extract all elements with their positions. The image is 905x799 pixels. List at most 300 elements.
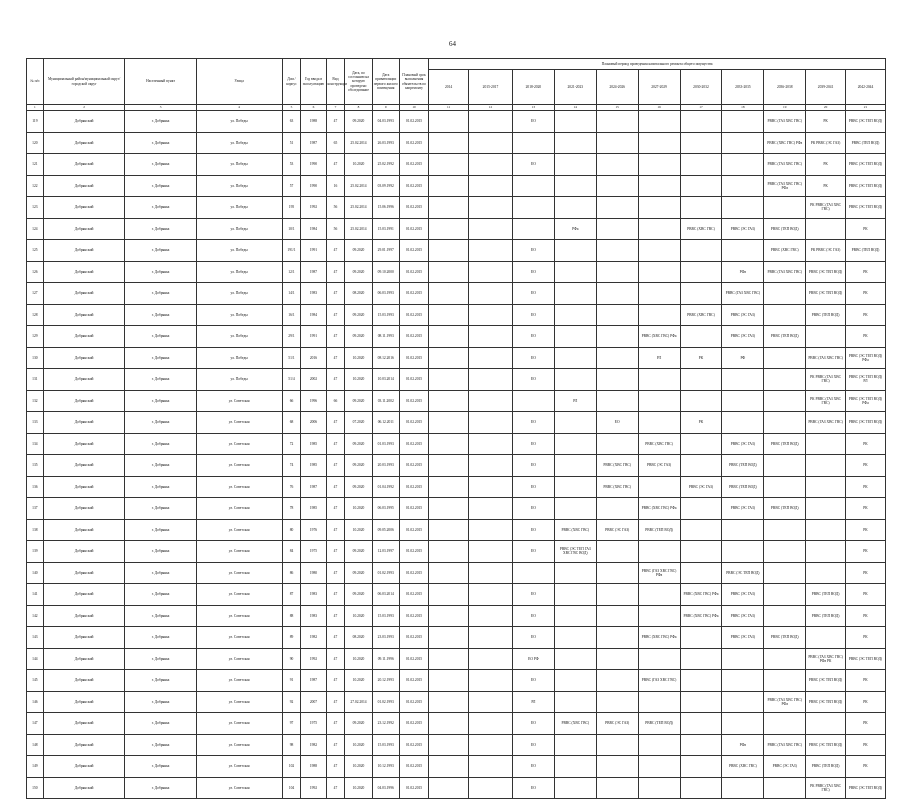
street-cell: ул. Победы: [196, 261, 282, 283]
period-work-cell: [638, 261, 680, 283]
year-built-cell: 2007: [301, 691, 326, 713]
period-work-cell: [722, 390, 764, 412]
period-work-cell: [764, 777, 806, 799]
period-work-cell: [554, 304, 596, 326]
deadline-cell: 01.02.2015: [399, 218, 428, 240]
period-work-cell: [468, 455, 512, 477]
column-index-cell: 13: [512, 105, 554, 111]
type-cell: 47: [326, 261, 345, 283]
year-built-cell: 1987: [301, 476, 326, 498]
deadline-cell: 01.02.2015: [399, 283, 428, 305]
period-work-cell: [764, 584, 806, 606]
period-work-cell: [806, 541, 846, 563]
district-cell: Добрянский: [43, 132, 125, 154]
district-cell: Добрянский: [43, 498, 125, 520]
period-work-cell: [764, 713, 806, 735]
street-cell: ул. Советская: [196, 433, 282, 455]
period-work-cell: [596, 111, 638, 133]
deadline-cell: 01.02.2015: [399, 691, 428, 713]
header-year: 2042-2044: [845, 70, 885, 105]
period-work-cell: [596, 584, 638, 606]
street-cell: ул. Победы: [196, 240, 282, 262]
period-work-cell: РВВС (ХВС ГВС): [554, 713, 596, 735]
house-cell: 63: [282, 111, 301, 133]
district-cell: Добрянский: [43, 197, 125, 219]
period-work-cell: РК: [845, 541, 885, 563]
period-work-cell: РК: [845, 756, 885, 778]
type-cell: 47: [326, 734, 345, 756]
table-row: [27, 369, 886, 391]
row-number-cell: 146: [27, 691, 44, 713]
header-privatization-date: Дата приватизации первого жилого помещения: [372, 59, 399, 105]
period-work-cell: РК: [845, 455, 885, 477]
house-cell: 66: [282, 390, 301, 412]
year-built-cell: 1987: [301, 261, 326, 283]
house-cell: 191/1: [282, 240, 301, 262]
deadline-cell: 01.02.2015: [399, 777, 428, 799]
row-number-cell: 148: [27, 734, 44, 756]
period-work-cell: РВВС (ХВС ГВС): [596, 476, 638, 498]
period-work-cell: РВВС (ЭС ТЕП ГАЗ ХВС ГВС ВОД): [554, 541, 596, 563]
type-cell: 47: [326, 347, 345, 369]
period-work-cell: [554, 175, 596, 197]
street-cell: ул. Победы: [196, 218, 282, 240]
settlement-cell: г. Добрянка: [125, 369, 196, 391]
period-work-cell: [764, 412, 806, 434]
period-work-cell: РВВС (ЭС ТЕП ВОД) РФа: [845, 390, 885, 412]
period-work-cell: РВВС (ЭС ТЕП ВОД) РЛ: [845, 369, 885, 391]
house-cell: 90: [282, 648, 301, 670]
period-work-cell: РВВС (ГАЗ ХВС ГВС): [638, 670, 680, 692]
street-cell: ул. Победы: [196, 132, 282, 154]
header-type: Вид конструкции: [326, 59, 345, 105]
survey-date-cell: 10.2020: [345, 154, 372, 176]
table-row: [27, 175, 886, 197]
period-work-cell: [764, 390, 806, 412]
period-work-cell: РФа: [722, 734, 764, 756]
house-cell: 68: [282, 412, 301, 434]
period-work-cell: [468, 584, 512, 606]
row-number-cell: 120: [27, 132, 44, 154]
deadline-cell: 01.02.2015: [399, 132, 428, 154]
period-work-cell: [554, 347, 596, 369]
header-house: Дом / корпус: [282, 59, 301, 105]
period-work-cell: РК: [680, 347, 722, 369]
period-work-cell: ЕО: [512, 154, 554, 176]
period-work-cell: РВВС (ТЕП ВОД): [638, 713, 680, 735]
street-cell: ул. Советская: [196, 412, 282, 434]
district-cell: Добрянский: [43, 326, 125, 348]
period-work-cell: [554, 476, 596, 498]
period-work-cell: [764, 519, 806, 541]
deadline-cell: 01.02.2015: [399, 369, 428, 391]
period-work-cell: [512, 197, 554, 219]
period-work-cell: ЕО: [512, 283, 554, 305]
period-work-cell: РВВС (ЭС ТЕП ВОД): [806, 691, 846, 713]
period-work-cell: [596, 562, 638, 584]
period-work-cell: РВВС (ХВС ГВС): [764, 240, 806, 262]
year-built-cell: 1988: [301, 111, 326, 133]
privatization-date-cell: 01.04.1992: [372, 476, 399, 498]
period-work-cell: [512, 218, 554, 240]
period-work-cell: РВВС (ТЕП ВОД): [722, 476, 764, 498]
period-work-cell: РВВС (ЭС ТЕП ВОД): [806, 734, 846, 756]
period-work-cell: [468, 627, 512, 649]
district-cell: Добрянский: [43, 476, 125, 498]
period-work-cell: РВВС (ХВС ГВС): [680, 218, 722, 240]
year-built-cell: 1985: [301, 433, 326, 455]
period-work-cell: [722, 132, 764, 154]
row-number-cell: 127: [27, 283, 44, 305]
survey-date-cell: 25.02.2014: [345, 218, 372, 240]
period-work-cell: [468, 175, 512, 197]
period-work-cell: [429, 713, 469, 735]
row-number-cell: 133: [27, 412, 44, 434]
period-work-cell: [554, 369, 596, 391]
street-cell: ул. Советская: [196, 390, 282, 412]
period-work-cell: ЕО: [512, 734, 554, 756]
district-cell: Добрянский: [43, 218, 125, 240]
period-work-cell: [554, 648, 596, 670]
period-work-cell: [429, 261, 469, 283]
period-work-cell: РВВС (ЭС ГАЗ): [680, 476, 722, 498]
period-work-cell: [596, 390, 638, 412]
period-work-cell: ЕО: [512, 756, 554, 778]
district-cell: Добрянский: [43, 240, 125, 262]
table-row: [27, 347, 886, 369]
deadline-cell: 01.02.2015: [399, 197, 428, 219]
year-built-cell: 1983: [301, 584, 326, 606]
table-body: [27, 111, 886, 799]
deadline-cell: 01.02.2015: [399, 175, 428, 197]
header-year: 2024-2026: [596, 70, 638, 105]
period-work-cell: [468, 369, 512, 391]
table-row: [27, 197, 886, 219]
table-row: [27, 433, 886, 455]
street-cell: ул. Советская: [196, 756, 282, 778]
period-work-cell: РВВС (ЭС ТЕП ВОД): [845, 175, 885, 197]
period-work-cell: [596, 498, 638, 520]
deadline-cell: 01.02.2015: [399, 734, 428, 756]
period-work-cell: РВВС (ЭС ГАЗ): [722, 584, 764, 606]
period-work-cell: РВВС (ТЕП ВОД): [845, 240, 885, 262]
period-work-cell: [468, 111, 512, 133]
year-built-cell: 1983: [301, 283, 326, 305]
street-cell: ул. Советская: [196, 455, 282, 477]
type-cell: 47: [326, 154, 345, 176]
deadline-cell: 01.02.2015: [399, 713, 428, 735]
survey-date-cell: 25.02.2014: [345, 132, 372, 154]
period-work-cell: РК: [806, 154, 846, 176]
period-work-cell: [722, 541, 764, 563]
period-work-cell: [638, 584, 680, 606]
deadline-cell: 01.02.2015: [399, 240, 428, 262]
year-built-cell: 2006: [301, 412, 326, 434]
period-work-cell: [638, 541, 680, 563]
period-work-cell: [554, 412, 596, 434]
row-number-cell: 124: [27, 218, 44, 240]
period-work-cell: [638, 605, 680, 627]
district-cell: Добрянский: [43, 347, 125, 369]
privatization-date-cell: 08.11.1993: [372, 326, 399, 348]
type-cell: 47: [326, 756, 345, 778]
period-work-cell: [468, 283, 512, 305]
period-work-cell: [429, 498, 469, 520]
period-work-cell: [554, 197, 596, 219]
settlement-cell: г. Добрянка: [125, 304, 196, 326]
period-work-cell: [722, 519, 764, 541]
house-cell: 76: [282, 476, 301, 498]
row-number-cell: 131: [27, 369, 44, 391]
period-work-cell: [764, 347, 806, 369]
period-work-cell: [806, 519, 846, 541]
period-work-cell: РВВС (ЭС ТЕП ВОД): [845, 111, 885, 133]
survey-date-cell: 09.2020: [345, 455, 372, 477]
period-work-cell: РК РВВС (ГАЗ ХВС ГВС): [806, 369, 846, 391]
table-row: [27, 734, 886, 756]
period-work-cell: РК: [845, 519, 885, 541]
header-district: Муниципальный район/муниципальный округ/городской округ: [43, 59, 125, 105]
settlement-cell: г. Добрянка: [125, 562, 196, 584]
row-number-cell: 140: [27, 562, 44, 584]
period-work-cell: РК: [845, 218, 885, 240]
period-work-cell: [468, 218, 512, 240]
period-work-cell: [596, 347, 638, 369]
period-work-cell: РК: [845, 734, 885, 756]
district-cell: Добрянский: [43, 455, 125, 477]
year-built-cell: 1991: [301, 240, 326, 262]
period-work-cell: РВВС (ЭС ГАЗ): [722, 326, 764, 348]
deadline-cell: 01.02.2015: [399, 455, 428, 477]
period-work-cell: РК: [845, 261, 885, 283]
deadline-cell: 01.02.2015: [399, 154, 428, 176]
row-number-cell: 142: [27, 605, 44, 627]
period-work-cell: ЕО: [512, 347, 554, 369]
privatization-date-cell: 09.05.2006: [372, 519, 399, 541]
deadline-cell: 01.02.2015: [399, 670, 428, 692]
settlement-cell: г. Добрянка: [125, 197, 196, 219]
deadline-cell: 01.02.2015: [399, 648, 428, 670]
period-work-cell: [638, 734, 680, 756]
period-work-cell: [680, 648, 722, 670]
survey-date-cell: 10.2020: [345, 605, 372, 627]
period-work-cell: РВВС (ГАЗ ХВС ГВС): [764, 734, 806, 756]
table-row: [27, 519, 886, 541]
period-work-cell: РВВС (ЭС ГАЗ): [764, 756, 806, 778]
settlement-cell: г. Добрянка: [125, 347, 196, 369]
street-cell: ул. Советская: [196, 498, 282, 520]
deadline-cell: 01.02.2015: [399, 584, 428, 606]
row-number-cell: 134: [27, 433, 44, 455]
street-cell: ул. Победы: [196, 347, 282, 369]
street-cell: ул. Советская: [196, 777, 282, 799]
period-work-cell: [680, 197, 722, 219]
district-cell: Добрянский: [43, 390, 125, 412]
row-number-cell: 128: [27, 304, 44, 326]
row-number-cell: 132: [27, 390, 44, 412]
period-work-cell: [468, 734, 512, 756]
period-work-cell: РВВС (ТЕП ВОД): [722, 455, 764, 477]
deadline-cell: 01.02.2015: [399, 412, 428, 434]
period-work-cell: [596, 777, 638, 799]
period-work-cell: [680, 519, 722, 541]
period-work-cell: [596, 541, 638, 563]
row-number-cell: 135: [27, 455, 44, 477]
period-work-cell: [596, 648, 638, 670]
period-work-cell: [468, 433, 512, 455]
privatization-date-cell: 03.11.2002: [372, 390, 399, 412]
year-built-cell: 1991: [301, 326, 326, 348]
survey-date-cell: 09.2020: [345, 111, 372, 133]
period-work-cell: ЕО: [512, 326, 554, 348]
period-work-cell: [806, 562, 846, 584]
period-work-cell: [680, 734, 722, 756]
period-work-cell: [554, 240, 596, 262]
privatization-date-cell: 08.12.2016: [372, 347, 399, 369]
period-work-cell: [468, 562, 512, 584]
table-row: [27, 283, 886, 305]
privatization-date-cell: 06.03.1993: [372, 283, 399, 305]
period-work-cell: РК: [845, 691, 885, 713]
period-work-cell: [680, 777, 722, 799]
row-number-cell: 147: [27, 713, 44, 735]
deadline-cell: 01.02.2015: [399, 627, 428, 649]
period-work-cell: РЛ: [638, 347, 680, 369]
header-year: 2039-2041: [806, 70, 846, 105]
header-deadline: Плановый срок выполнения обязательств по капремонту: [399, 59, 428, 105]
period-work-cell: РВВС (ЭС ТЕП ВОД) РФа: [845, 347, 885, 369]
period-work-cell: [554, 670, 596, 692]
period-work-cell: [680, 691, 722, 713]
survey-date-cell: 10.2020: [345, 347, 372, 369]
settlement-cell: г. Добрянка: [125, 541, 196, 563]
period-work-cell: РВВС (ХВС ГВС) РФа: [680, 584, 722, 606]
table-row: [27, 455, 886, 477]
period-work-cell: [680, 498, 722, 520]
house-cell: 87: [282, 584, 301, 606]
settlement-cell: г. Добрянка: [125, 433, 196, 455]
period-work-cell: [596, 132, 638, 154]
settlement-cell: г. Добрянка: [125, 111, 196, 133]
period-work-cell: [596, 175, 638, 197]
period-work-cell: РВВС (ГАЗ ХВС ГВС): [722, 283, 764, 305]
period-work-cell: РВВС (ГАЗ ХВС ГВС) РФа: [638, 562, 680, 584]
deadline-cell: 01.02.2015: [399, 347, 428, 369]
type-cell: 47: [326, 541, 345, 563]
period-work-cell: [429, 283, 469, 305]
period-work-cell: [468, 197, 512, 219]
period-work-cell: [429, 584, 469, 606]
column-index-cell: 6: [301, 105, 326, 111]
period-work-cell: ЕО: [512, 584, 554, 606]
house-cell: 104: [282, 777, 301, 799]
period-work-cell: РВВС (ЭС ТЕП ВОД): [845, 197, 885, 219]
period-work-cell: [680, 175, 722, 197]
period-work-cell: [722, 197, 764, 219]
period-work-cell: РК: [845, 584, 885, 606]
survey-date-cell: 08.2020: [345, 283, 372, 305]
period-work-cell: [596, 154, 638, 176]
period-work-cell: [554, 111, 596, 133]
period-work-cell: ЕО: [512, 777, 554, 799]
survey-date-cell: 08.2020: [345, 627, 372, 649]
period-work-cell: РФа: [554, 218, 596, 240]
survey-date-cell: 09.2020: [345, 476, 372, 498]
street-cell: ул. Советская: [196, 713, 282, 735]
survey-date-cell: 09.2020: [345, 261, 372, 283]
column-index-cell: 11: [429, 105, 469, 111]
house-cell: 91: [282, 670, 301, 692]
period-work-cell: [638, 240, 680, 262]
table-row: [27, 111, 886, 133]
privatization-date-cell: 01.02.1993: [372, 691, 399, 713]
period-work-cell: РВВС (ГАЗ ХВС ГВС) РФа: [764, 175, 806, 197]
period-work-cell: [680, 670, 722, 692]
privatization-date-cell: 09.11.1996: [372, 648, 399, 670]
period-work-cell: РВВС (ТЕП ВОД): [845, 132, 885, 154]
privatization-date-cell: 06.03.2014: [372, 584, 399, 606]
privatization-date-cell: 10.12.1993: [372, 756, 399, 778]
privatization-date-cell: 20.12.1993: [372, 670, 399, 692]
period-work-cell: [429, 175, 469, 197]
period-work-cell: РК: [845, 562, 885, 584]
house-cell: 92: [282, 691, 301, 713]
year-built-cell: 1983: [301, 605, 326, 627]
year-built-cell: 1992: [301, 777, 326, 799]
period-work-cell: ЕО: [512, 519, 554, 541]
type-cell: 47: [326, 433, 345, 455]
period-work-cell: РВВС (ЭС ТЕП ВОД): [845, 154, 885, 176]
period-work-cell: РВВС (ГАЗ ХВС ГВС): [764, 261, 806, 283]
period-work-cell: ЕО: [512, 455, 554, 477]
column-index-cell: 9: [372, 105, 399, 111]
period-work-cell: [596, 670, 638, 692]
period-work-cell: [468, 261, 512, 283]
column-index-cell: 4: [196, 105, 282, 111]
type-cell: 16: [326, 175, 345, 197]
type-cell: 66: [326, 390, 345, 412]
period-work-cell: РК: [845, 713, 885, 735]
period-work-cell: ЕО: [512, 240, 554, 262]
privatization-date-cell: 06.03.1995: [372, 498, 399, 520]
row-number-cell: 130: [27, 347, 44, 369]
period-work-cell: [722, 412, 764, 434]
year-built-cell: 1976: [301, 519, 326, 541]
survey-date-cell: 10.2020: [345, 519, 372, 541]
period-work-cell: [554, 627, 596, 649]
row-number-cell: 123: [27, 197, 44, 219]
period-work-cell: [806, 326, 846, 348]
period-work-cell: [468, 412, 512, 434]
period-work-cell: [722, 670, 764, 692]
period-work-cell: [680, 627, 722, 649]
period-work-cell: [638, 132, 680, 154]
period-work-cell: [680, 541, 722, 563]
period-work-cell: [429, 562, 469, 584]
street-cell: ул. Победы: [196, 326, 282, 348]
type-cell: 47: [326, 240, 345, 262]
period-work-cell: [596, 734, 638, 756]
header-year: 2018-2020: [512, 70, 554, 105]
privatization-date-cell: 03.09.1992: [372, 175, 399, 197]
settlement-cell: г. Добрянка: [125, 175, 196, 197]
type-cell: 47: [326, 111, 345, 133]
house-cell: 195: [282, 197, 301, 219]
house-cell: 97: [282, 713, 301, 735]
privatization-date-cell: 15.03.1993: [372, 304, 399, 326]
period-work-cell: [764, 476, 806, 498]
period-work-cell: РВВС (ХВС ГВС) РФа: [638, 498, 680, 520]
